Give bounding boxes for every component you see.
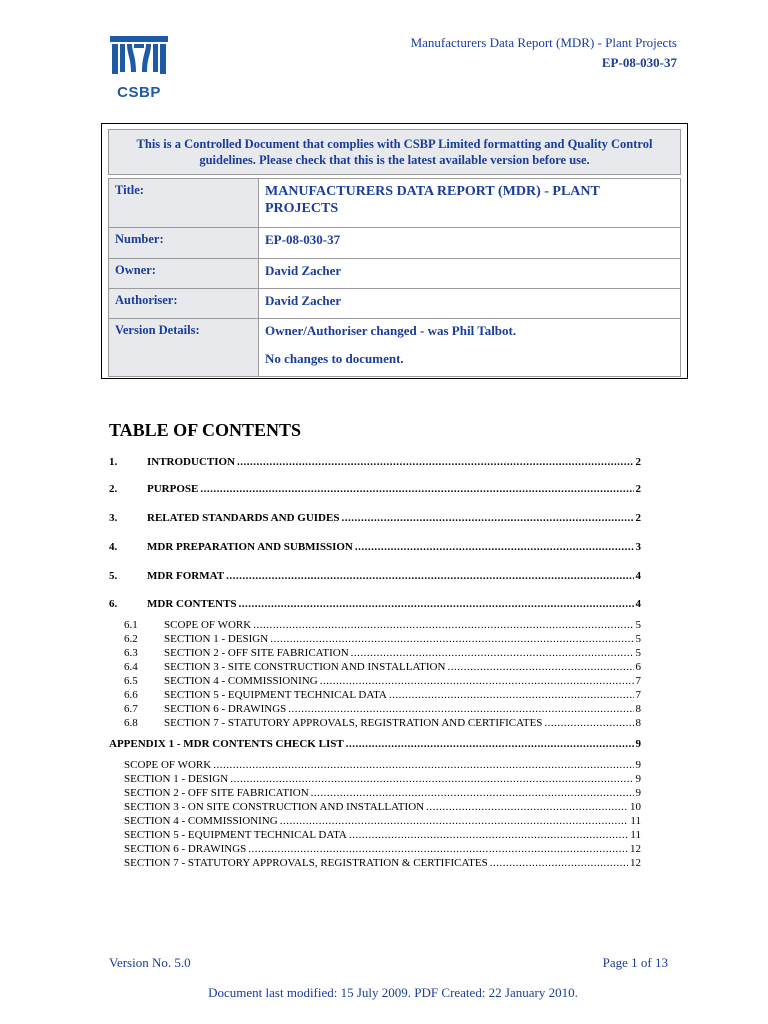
toc-leader-dots: [490, 857, 628, 869]
toc-entry-page: 8: [635, 703, 641, 715]
toc-entry[interactable]: [124, 843, 641, 855]
footer-version: Version No. 5.0: [109, 955, 191, 970]
toc-entry-page: 5: [635, 647, 641, 659]
toc-entry[interactable]: [109, 598, 641, 610]
toc-entry-number: 6.6: [124, 689, 138, 701]
toc-leader-dots: [389, 689, 634, 701]
toc-entry-page: 5: [635, 619, 641, 631]
toc-entry-page: 2: [635, 512, 641, 524]
toc-entry-page: 4: [635, 570, 641, 582]
header-doc-number: EP-08-030-37: [601, 55, 677, 70]
toc-entry-number: 6.8: [124, 717, 138, 729]
toc-entry-title: SECTION 3 - ON SITE CONSTRUCTION AND INSTALLATION: [124, 801, 425, 813]
toc-entry-number: 3.: [109, 512, 118, 524]
toc-entry-page: 7: [635, 675, 641, 687]
toc-leader-dots: [213, 759, 633, 771]
number-value: EP-08-030-37: [259, 228, 681, 259]
version-details-value: [259, 319, 681, 377]
toc-entry[interactable]: [124, 717, 641, 729]
document-details-table: [108, 178, 681, 377]
toc-entry-page: 12: [630, 857, 641, 869]
toc-leader-dots: [349, 829, 629, 841]
toc-entry[interactable]: [124, 703, 641, 715]
toc-leader-dots: [200, 483, 633, 495]
toc-entry-page: 8: [635, 717, 641, 729]
authoriser-row: [109, 289, 681, 319]
toc-entry-title: MDR PREPARATION AND SUBMISSION: [147, 541, 353, 553]
control-notice: This is a Controlled Document that complies with CSBP Limited formatting and Quality Control guidelines. Please check that this is the latest available version before use.: [108, 129, 681, 175]
toc-entry-number: 6.2: [124, 633, 138, 645]
title-value: MANUFACTURERS DATA REPORT (MDR) - PLANT PROJECTS: [259, 179, 681, 228]
toc-entry-title: MDR FORMAT: [147, 570, 225, 582]
toc-entry-title: SECTION 3 - SITE CONSTRUCTION AND INSTALLATION: [164, 661, 446, 673]
toc-leader-dots: [355, 541, 634, 553]
title-label: Title:: [109, 179, 259, 228]
toc-entry[interactable]: [124, 857, 641, 869]
toc-entry-title: SECTION 1 - DESIGN: [164, 633, 269, 645]
toc-entry[interactable]: [124, 815, 641, 827]
toc-entry-title: SECTION 4 - COMMISSIONING: [164, 675, 318, 687]
toc-leader-dots: [237, 456, 633, 468]
toc-entry-page: 3: [635, 541, 641, 553]
toc-entry-title: SECTION 7 - STATUTORY APPROVALS, REGISTRATION & CERTIFICATES: [124, 857, 488, 869]
toc-leader-dots: [230, 773, 633, 785]
footer-modified-date: Document last modified: 15 July 2009. PDF Created: 22 January 2010.: [208, 985, 578, 1000]
toc-entry[interactable]: [109, 483, 641, 495]
toc-entry-page: 9: [635, 759, 641, 771]
logo-wordmark: CSBP: [117, 84, 161, 101]
toc-entry-page: 12: [630, 843, 641, 855]
number-label: Number:: [109, 228, 259, 259]
toc-leader-dots: [447, 661, 633, 673]
toc-entry-number: 2.: [109, 483, 118, 495]
toc-entry[interactable]: [109, 738, 641, 750]
toc-entry-title: SCOPE OF WORK: [124, 759, 212, 771]
toc-leader-dots: [311, 787, 634, 799]
toc-entry[interactable]: [124, 829, 641, 841]
toc-entry-title: SECTION 1 - DESIGN: [124, 773, 229, 785]
toc-entry[interactable]: [124, 619, 641, 631]
toc-entry-title: SECTION 2 - OFF SITE FABRICATION: [124, 787, 309, 799]
toc-entry[interactable]: [124, 689, 641, 701]
toc-entry[interactable]: [124, 633, 641, 645]
version-details-line-2: No changes to document.: [265, 351, 404, 366]
toc-entry-page: 10: [630, 801, 641, 813]
toc-entry-page: 11: [630, 829, 641, 841]
toc-entry-number: 6.3: [124, 647, 138, 659]
toc-entry-title: SECTION 6 - DRAWINGS: [124, 843, 247, 855]
toc-entry[interactable]: [124, 787, 641, 799]
toc-entry-number: 6.4: [124, 661, 138, 673]
toc-entry-page: 2: [635, 483, 641, 495]
toc-entry-title: SECTION 5 - EQUIPMENT TECHNICAL DATA: [164, 689, 387, 701]
toc-leader-dots: [351, 647, 634, 659]
toc-leader-dots: [544, 717, 633, 729]
toc-entry-title: SECTION 7 - STATUTORY APPROVALS, REGISTRATION AND CERTIFICATES: [164, 717, 543, 729]
toc-entry-number: 6.5: [124, 675, 138, 687]
toc-leader-dots: [426, 801, 628, 813]
toc-leader-dots: [341, 512, 633, 524]
toc-entry-page: 4: [635, 598, 641, 610]
toc-entry-title: RELATED STANDARDS AND GUIDES: [147, 512, 340, 524]
toc-leader-dots: [248, 843, 628, 855]
toc-entry-title: SECTION 4 - COMMISSIONING: [124, 815, 278, 827]
toc-entry-page: 5: [635, 633, 641, 645]
toc-entry[interactable]: [124, 801, 641, 813]
toc-entry[interactable]: [109, 541, 641, 553]
title-row: [109, 179, 681, 228]
owner-label: Owner:: [109, 259, 259, 289]
toc-leader-dots: [253, 619, 633, 631]
toc-entry-page: 2: [635, 456, 641, 468]
toc-entry-number: 5.: [109, 570, 118, 582]
version-details-label: Version Details:: [109, 319, 259, 377]
number-row: [109, 228, 681, 259]
toc-entry-number: 1.: [109, 456, 118, 468]
version-details-row: [109, 319, 681, 377]
toc-entry-title: INTRODUCTION: [147, 456, 236, 468]
toc-leader-dots: [270, 633, 633, 645]
toc-entry-title: PURPOSE: [147, 483, 199, 495]
version-details-line-1: Owner/Authoriser changed - was Phil Talbot.: [265, 323, 517, 338]
toc-entry-page: 9: [635, 738, 641, 750]
toc-entry-title: SCOPE OF WORK: [164, 619, 252, 631]
authoriser-label: Authoriser:: [109, 289, 259, 319]
toc-entry-number: 6.1: [124, 619, 138, 631]
owner-value: David Zacher: [259, 259, 681, 289]
toc-leader-dots: [320, 675, 634, 687]
toc-entry-page: 11: [630, 815, 641, 827]
toc-entry-title: SECTION 2 - OFF SITE FABRICATION: [164, 647, 349, 659]
toc-entry-title: APPENDIX 1 - MDR CONTENTS CHECK LIST: [109, 738, 344, 750]
toc-entry[interactable]: [124, 647, 641, 659]
toc-entry[interactable]: [109, 456, 641, 468]
owner-row: [109, 259, 681, 289]
toc-entry[interactable]: [109, 512, 641, 524]
toc-entry-page: 7: [635, 689, 641, 701]
toc-entry[interactable]: [124, 773, 641, 785]
header-title: Manufacturers Data Report (MDR) - Plant Projects: [410, 35, 677, 50]
toc-leader-dots: [239, 598, 634, 610]
toc-entry-title: MDR CONTENTS: [147, 598, 237, 610]
authoriser-value: David Zacher: [259, 289, 681, 319]
toc-entry-page: 9: [635, 787, 641, 799]
toc-leader-dots: [226, 570, 633, 582]
toc-leader-dots: [346, 738, 634, 750]
control-document-box: [101, 123, 688, 379]
toc-entry[interactable]: [124, 675, 641, 687]
toc-heading: TABLE OF CONTENTS: [109, 420, 302, 440]
toc-entry[interactable]: [124, 759, 641, 771]
toc-entry-number: 6.: [109, 598, 118, 610]
toc-entry-title: SECTION 6 - DRAWINGS: [164, 703, 287, 715]
toc-entry-number: 6.7: [124, 703, 138, 715]
footer-page-number: Page 1 of 13: [602, 955, 668, 970]
toc-leader-dots: [288, 703, 633, 715]
toc-leader-dots: [280, 815, 629, 827]
toc-entry-page: 6: [635, 661, 641, 673]
toc-entry-title: SECTION 5 - EQUIPMENT TECHNICAL DATA: [124, 829, 347, 841]
toc-entry[interactable]: [109, 570, 641, 582]
toc-entry-number: 4.: [109, 541, 118, 553]
toc-entry[interactable]: [124, 661, 641, 673]
toc-entry-page: 9: [635, 773, 641, 785]
